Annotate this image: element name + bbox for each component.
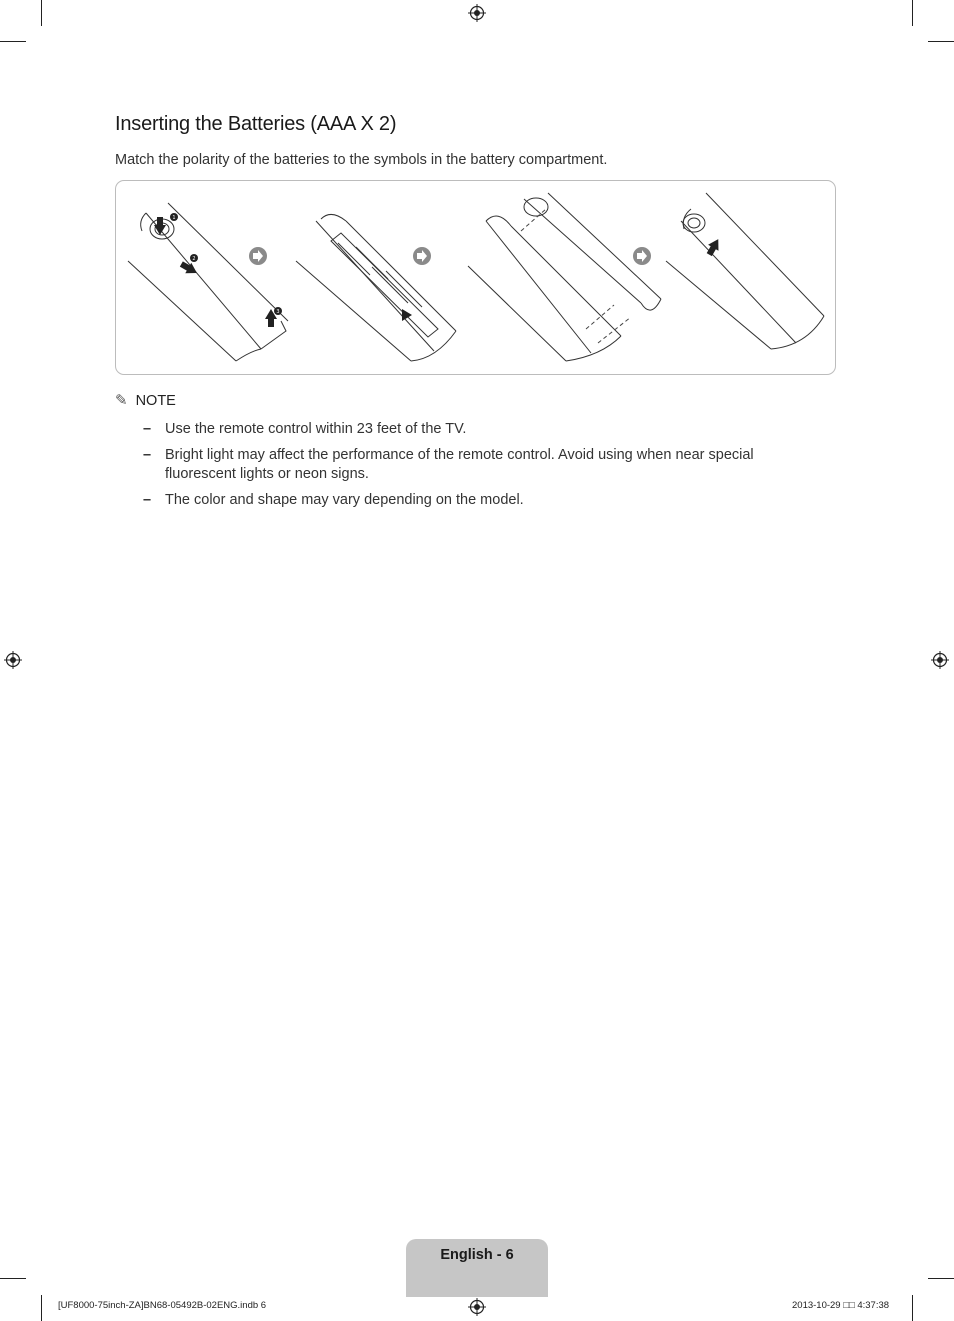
print-slug-right: 2013-10-29 □□ 4:37:38 xyxy=(792,1300,890,1311)
list-item xyxy=(143,491,803,511)
note-list xyxy=(143,420,803,516)
registration-mark-icon xyxy=(931,651,949,669)
crop-mark xyxy=(0,1278,26,1279)
step-close-cover-drawing xyxy=(666,193,824,349)
next-step-arrow-icon xyxy=(633,247,651,265)
note-item-text: Use the remote control within 23 feet of the TV. xyxy=(165,421,467,437)
crop-mark xyxy=(0,41,26,42)
note-heading xyxy=(115,391,176,409)
dash-bullet: – xyxy=(143,421,152,437)
crop-mark xyxy=(41,0,42,26)
crop-mark xyxy=(928,41,954,42)
crop-mark xyxy=(41,1295,42,1321)
step-align-cover-drawing xyxy=(468,193,661,361)
next-step-arrow-icon xyxy=(249,247,267,265)
step-marker-1: 1 xyxy=(172,215,176,221)
dash-bullet: – xyxy=(143,446,152,463)
note-heading-label: NOTE xyxy=(135,393,176,409)
crop-mark xyxy=(928,1278,954,1279)
battery-illustration-panel xyxy=(115,180,836,375)
step-marker-2: 2 xyxy=(192,256,196,262)
crop-mark xyxy=(912,0,913,26)
dash-bullet: – xyxy=(143,491,152,508)
page-label: English - 6 xyxy=(440,1247,514,1263)
next-step-arrow-icon xyxy=(413,247,431,265)
registration-mark-icon xyxy=(4,651,22,669)
page-number-tab xyxy=(406,1239,548,1297)
registration-mark-icon xyxy=(468,1298,486,1316)
intro-text: Match the polarity of the batteries to the symbols in the battery compartment. xyxy=(115,152,608,168)
note-item-text: Bright light may affect the performance of the remote control. Avoid using when near special fluorescent lights or neon signs. xyxy=(165,446,754,482)
crop-mark xyxy=(912,1295,913,1321)
list-item xyxy=(143,446,803,485)
print-slug-left: [UF8000-75inch-ZA]BN68-05492B-02ENG.indb 6 xyxy=(58,1300,267,1311)
section-title: Inserting the Batteries (AAA X 2) xyxy=(115,113,397,135)
step-marker-3: 3 xyxy=(276,309,280,315)
battery-steps-illustration xyxy=(116,181,837,376)
step-remove-cover-drawing xyxy=(128,203,288,361)
list-item xyxy=(143,420,803,440)
note-item-text: The color and shape may vary depending on the model. xyxy=(165,491,524,508)
pencil-note-icon: ✎ xyxy=(115,392,128,409)
registration-mark-icon xyxy=(468,4,486,22)
step-insert-batteries-drawing xyxy=(296,214,456,361)
